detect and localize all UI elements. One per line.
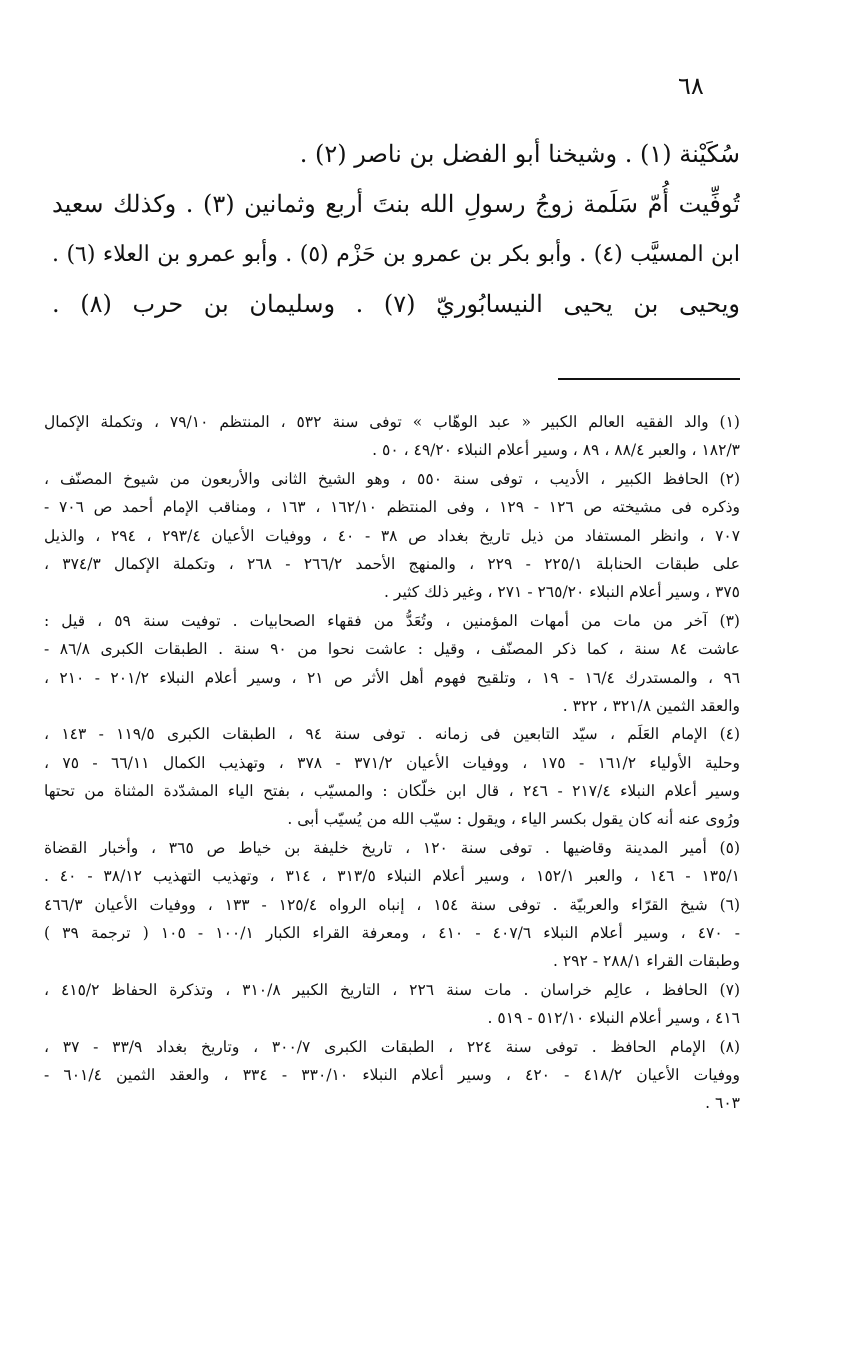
footnote-line: ٩٦ ، والمستدرك ١٦/٤ - ١٩ ، وتلقيح فهوم أهل الأثر ص ٢١ ، وسير أعلام النبلاء ٢٠١/٢ - ٢١٠ ،: [44, 668, 740, 687]
footnote-line: وحلية الأولياء ١٦١/٢ - ١٧٥ ، ووفيات الأعيان ٣٧١/٢ - ٣٧٨ ، وتهذيب الكمال ٦٦/١١ - ٧٥ ،: [44, 753, 740, 772]
footnote-line: (٦) شيخ القرّاء والعربيّة . توفى سنة ١٥٤ ، إنباه الرواه ١٢٥/٤ - ١٣٣ ، ووفيات الأعيان ٤٦٦/٣: [44, 895, 740, 914]
main-text-line: تُوفِّيت أُمّ سَلَمة زوجُ رسولِ الله بنتَ أربع وثمانين (٣) . وكذلك سعيد: [52, 190, 740, 218]
footnotes: [44, 408, 740, 1118]
footnote-line: (٣) آخر من مات من أمهات المؤمنين ، وتُعَدُّ من فقهاء الصحابيات . توفيت سنة ٥٩ ، قيل :: [44, 611, 740, 630]
main-text: [52, 130, 740, 330]
footnote-line: ٤١٦ ، وسير أعلام النبلاء ٥١٢/١٠ - ٥١٩ .: [487, 1009, 740, 1028]
footnote-line: (١) والد الفقيه العالم الكبير « عبد الوهّاب » توفى سنة ٥٣٢ ، المنتظم ٧٩/١٠ ، وتكملة الإكمال: [44, 413, 740, 431]
main-text-line: سُكَيْنة (١) . وشيخنا أبو الفضل بن ناصر (٢) .: [299, 140, 740, 168]
footnote-line: على طبقات الحنابلة ٢٢٥/١ - ٢٢٩ ، والمنهج الأحمد ٢٦٦/٢ - ٢٦٨ ، وتكملة الإكمال ٣٧٤/٣ ،: [44, 554, 740, 573]
footnote-line: ١٣٥/١ - ١٤٦ ، والعبر ١٥٢/١ ، وسير أعلام النبلاء ٣١٣/٥ ، ٣١٤ ، وتهذيب التهذيب ٣٨/١٢ - ٤٠ .: [44, 867, 740, 886]
main-text-line: ويحيى بن يحيى النيسابُوريّ (٧) . وسليمان بن حرب (٨) .: [52, 290, 740, 318]
footnote-line: - ٤٧٠ ، وسير أعلام النبلاء ٤٠٧/٦ - ٤١٠ ، ومعرفة القراء الكبار ١٠٠/١ - ١٠٥ ( ترجمة ٣٩ ): [44, 924, 740, 943]
footnote-line: (٥) أمير المدينة وقاضيها . توفى سنة ١٢٠ ، تاريخ خليفة بن خياط ص ٣٦٥ ، وأخبار القضاة: [44, 838, 740, 857]
footnote-line: وطبقات القراء ٢٨٨/١ - ٢٩٢ .: [553, 952, 740, 971]
main-text-line: ابن المسيَّب (٤) . وأبو بكر بن عمرو بن حَزْم (٥) . وأبو عمرو بن العلاء (٦) .: [52, 242, 740, 267]
footnote-line: ٦٠٣ .: [705, 1094, 740, 1113]
footnote-line: عاشت ٨٤ سنة ، كما ذكر المصنّف ، وقيل : عاشت نحوا من ٩٠ سنة . الطبقات الكبرى ٨٦/٨ -: [44, 640, 740, 659]
footnote-line: ٧٠٧ ، وانظر المستفاد من ذيل تاريخ بغداد ص ٣٨ - ٤٠ ، ووفيات الأعيان ٢٩٣/٤ ، ٢٩٤ ، والذيل: [44, 526, 740, 545]
footnote-line: ٣٧٥ ، وسير أعلام النبلاء ٢٦٥/٢٠ - ٢٧١ ، وغير ذلك كثير .: [384, 583, 740, 602]
footnote-line: (٨) الإمام الحافظ . توفى سنة ٢٢٤ ، الطبقات الكبرى ٣٠٠/٧ ، وتاريخ بغداد ٣٣/٩ - ٣٧ ،: [44, 1037, 740, 1056]
page-number: ٦٨: [678, 72, 704, 100]
footnote-line: ووفيات الأعيان ٤١٨/٢ - ٤٢٠ ، وسير أعلام النبلاء ٣٣٠/١٠ - ٣٣٤ ، والعقد الثمين ٦٠١/٤ -: [44, 1065, 740, 1084]
footnote-line: وسير أعلام النبلاء ٢١٧/٤ - ٢٤٦ ، قال ابن خلّكان : والمسيّب ، بفتح الياء المشدّدة المثناة من تحتها: [44, 782, 740, 801]
footnote-divider: [558, 378, 740, 380]
footnote-line: (٧) الحافظ ، عالِم خراسان . مات سنة ٢٢٦ ، التاريخ الكبير ٣١٠/٨ ، وتذكرة الحفاظ ٤١٥/٢ ،: [44, 980, 740, 999]
footnote-line: والعقد الثمين ٣٢١/٨ ، ٣٢٢ .: [562, 696, 740, 715]
footnote-line: (٢) الحافظ الكبير ، الأديب ، توفى سنة ٥٥٠ ، وهو الشيخ الثانى والأربعون من شيوخ المصنّف ،: [44, 469, 740, 488]
footnote-line: وذكره فى مشيخته ص ١٢٦ - ١٢٩ ، وفى المنتظم ١٦٢/١٠ ، ١٦٣ ، ومناقب الإمام أحمد ص ٧٠٦ -: [44, 498, 740, 517]
footnote-line: ورُوى عنه أنه كان يقول بكسر الياء ، ويقول : سيّب الله من يُسيّب أبى .: [287, 810, 740, 829]
footnote-line: ١٨٢/٣ ، والعبر ٨٨/٤ ، ٨٩ ، وسير أعلام النبلاء ٤٩/٢٠ ، ٥٠ .: [372, 441, 740, 460]
footnote-line: (٤) الإمام العَلَم ، سيّد التابعين فى زمانه . توفى سنة ٩٤ ، الطبقات الكبرى ١١٩/٥ - ١٤٣ ،: [44, 725, 740, 744]
